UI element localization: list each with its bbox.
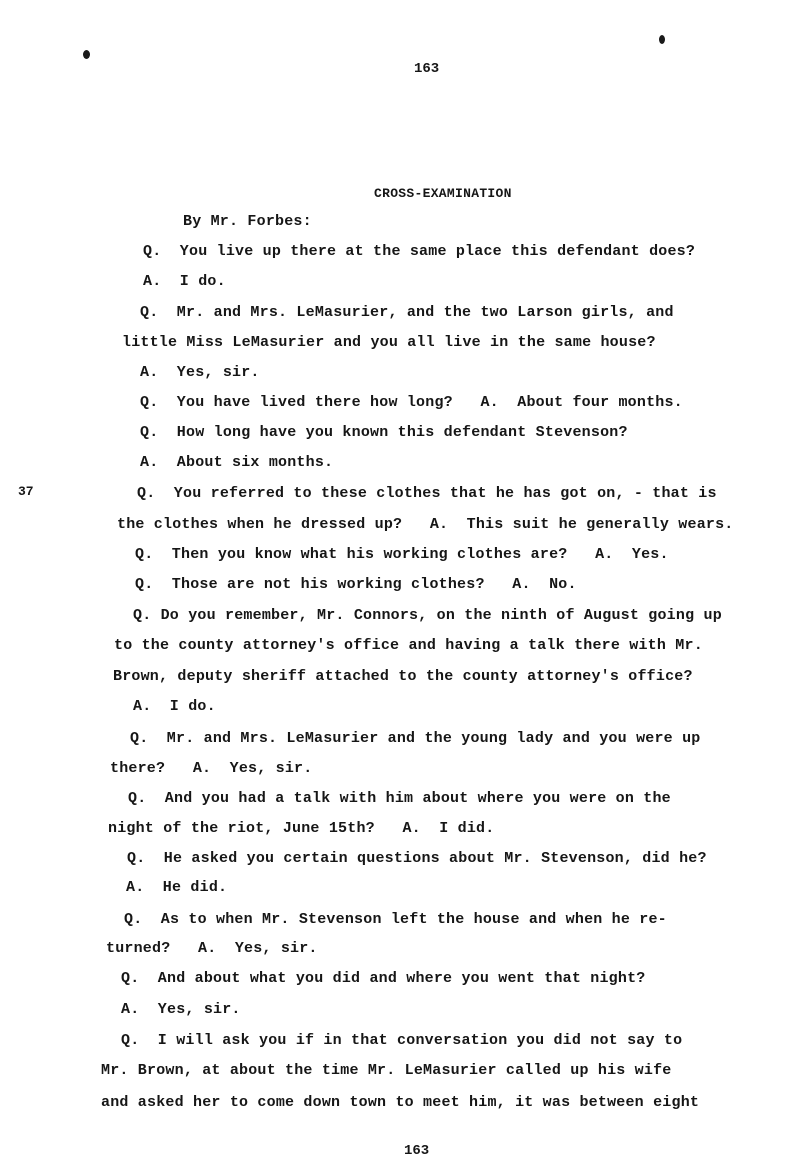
examiner-line: By Mr. Forbes: (183, 213, 312, 230)
transcript-line: A. He did. (126, 879, 228, 896)
transcript-line: Brown, deputy sheriff attached to the county attorney's office? (113, 668, 693, 685)
transcript-line: Mr. Brown, at about the time Mr. LeMasurier called up his wife (101, 1062, 672, 1079)
transcript-line: Q. He asked you certain questions about Mr. Stevenson, did he? (127, 850, 707, 867)
transcript-line: Q. I will ask you if in that conversation you did not say to (121, 1032, 683, 1049)
transcript-line: A. About six months. (140, 454, 334, 471)
transcript-line: A. Yes, sir. (121, 1001, 241, 1018)
punch-hole-mark-right (659, 35, 665, 44)
transcript-line: Q. You live up there at the same place this defendant does? (143, 243, 696, 260)
page-number-top: 163 (414, 61, 440, 77)
transcript-line: Q. As to when Mr. Stevenson left the house and when he re- (124, 911, 667, 928)
transcript-line: to the county attorney's office and having a talk there with Mr. (114, 637, 703, 654)
transcript-line: and asked her to come down town to meet him, it was between eight (101, 1094, 700, 1111)
transcript-line: A. I do. (133, 698, 216, 715)
transcript-line: turned? A. Yes, sir. (106, 940, 318, 957)
punch-hole-mark-left (83, 50, 90, 59)
transcript-line: Q. Then you know what his working clothes are? A. Yes. (135, 546, 669, 563)
margin-reference-number: 37 (18, 484, 34, 499)
page-number-bottom: 163 (404, 1143, 430, 1159)
transcript-line: Q. Mr. and Mrs. LeMasurier and the young lady and you were up (130, 730, 701, 747)
transcript-line: Q. Mr. and Mrs. LeMasurier, and the two Larson girls, and (140, 304, 674, 321)
transcript-line: Q. You referred to these clothes that he has got on, - that is (137, 485, 717, 502)
transcript-line: Q. Those are not his working clothes? A. No. (135, 576, 577, 593)
transcript-line: Q. You have lived there how long? A. About four months. (140, 394, 683, 411)
transcript-line: night of the riot, June 15th? A. I did. (108, 820, 495, 837)
transcript-line: there? A. Yes, sir. (110, 760, 313, 777)
transcript-line: A. I do. (143, 273, 226, 290)
transcript-line: the clothes when he dressed up? A. This suit he generally wears. (117, 516, 734, 533)
transcript-line: Q. And you had a talk with him about where you were on the (128, 790, 671, 807)
transcript-line: Q. How long have you known this defendant Stevenson? (140, 424, 628, 441)
transcript-line: Q. And about what you did and where you went that night? (121, 970, 646, 987)
transcript-line: little Miss LeMasurier and you all live in the same house? (122, 334, 656, 351)
section-heading: CROSS-EXAMINATION (374, 186, 512, 201)
transcript-line: A. Yes, sir. (140, 364, 260, 381)
transcript-line: Q. Do you remember, Mr. Connors, on the ninth of August going up (133, 607, 722, 624)
